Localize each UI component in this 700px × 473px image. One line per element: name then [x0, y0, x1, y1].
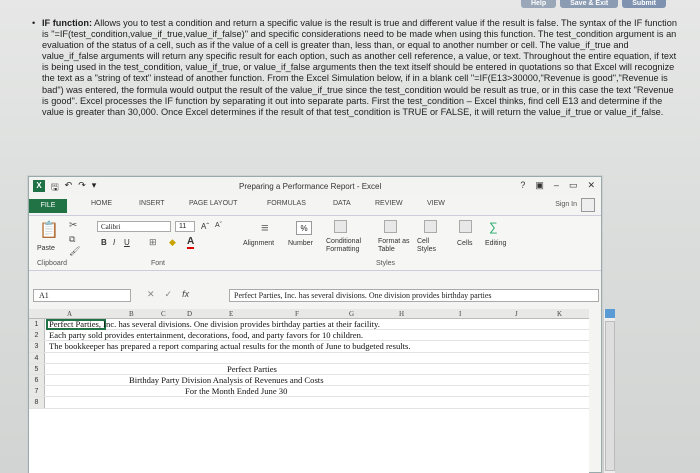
scroll-up-icon[interactable] — [605, 309, 615, 318]
user-icon[interactable] — [581, 198, 595, 212]
submit-button[interactable]: Submit — [622, 0, 666, 8]
formula-input[interactable]: Perfect Parties, Inc. has several divisions. One division provides birthday parties — [229, 289, 599, 302]
quick-access-toolbar — [33, 180, 96, 196]
help-icon[interactable]: ? — [520, 180, 526, 190]
bold-button[interactable]: B — [101, 238, 107, 247]
number-button[interactable]: Number — [288, 240, 313, 247]
column-header[interactable]: F — [295, 310, 299, 318]
cell-a2[interactable]: Each party sold provides entertainment, decorations, food, and party favors for 10 children. — [49, 330, 364, 341]
column-header[interactable]: B — [129, 310, 134, 318]
table-row — [29, 364, 589, 375]
italic-button[interactable]: I — [113, 238, 116, 247]
table-row — [29, 353, 589, 364]
tab-insert[interactable]: INSERT — [139, 200, 165, 207]
row-number[interactable]: 2 — [29, 330, 45, 340]
column-header[interactable]: K — [557, 310, 563, 318]
save-icon[interactable]: 🖫 — [51, 182, 59, 192]
font-size-select[interactable]: 11 — [175, 221, 195, 232]
help-button[interactable]: Help — [521, 0, 556, 8]
ribbon-display-icon[interactable]: ▣ — [535, 180, 544, 190]
report-period[interactable]: For the Month Ended June 30 — [185, 386, 288, 397]
sign-in-link[interactable]: Sign In — [555, 201, 577, 208]
spreadsheet-grid[interactable] — [29, 309, 589, 473]
tab-file[interactable]: FILE — [29, 199, 67, 213]
font-color-icon[interactable]: A — [187, 236, 195, 247]
formula-bar — [29, 287, 601, 303]
paragraph-term: IF function: — [42, 18, 93, 28]
report-title[interactable]: Birthday Party Division Analysis of Revenues and Costs — [129, 375, 324, 385]
borders-icon[interactable]: ⊞ — [149, 237, 157, 247]
ribbon — [29, 215, 601, 271]
name-box[interactable]: A1 — [33, 289, 131, 302]
scrollbar-thumb[interactable] — [605, 321, 615, 471]
column-header[interactable]: C — [161, 310, 166, 318]
column-header[interactable]: J — [515, 310, 518, 318]
row-number[interactable]: 8 — [29, 397, 45, 407]
row-number[interactable]: 6 — [29, 375, 45, 385]
report-company-name[interactable]: Perfect Parties — [227, 363, 277, 374]
cells-icon[interactable] — [459, 220, 472, 233]
ribbon-tabs — [29, 199, 601, 213]
window-controls — [520, 180, 595, 191]
excel-window — [28, 176, 602, 473]
bullet-icon: • — [32, 18, 36, 28]
cell-styles-icon[interactable] — [424, 220, 437, 233]
enter-icon[interactable]: ✓ — [164, 289, 173, 299]
paragraph-text: Allows you to test a condition and return a specific value is the result is true and different value if the result is false. The syntax of the IF function is "=IF(test_condition,value_if_true,value_if_false)" and specific considerations need to be made when using this function. The test_condition argument is an evaluation of the status of a cell, such as if the value of a cell is greater than, less than, or equal to another number or cell. The value_if_true and value_if_false arguments will return any specific result for each option, such as another cell reference, a value, or text. Throughout the entire equation, if text is being used in the test_condition, value_if_true, or value_if_false arguments then the text itself should be entered in quotations so that Excel will recognize the text as a "string of text" instead of another function. From the Excel Simulation below, if in a blank cell "=IF(E13>30000,"Revenue is good","Revenue is bad") was entered, the formula would output the result of the value_if_true since the test_condition would be result as true, or in this case the text "Revenue is good". Excel processes the IF function by separating it out into separate parts. First the test_condition – Excel thinks, find cell E13 and determine if the value is greater than 30,000. Once Excel determines if the result of that test_condition is TRUE or FALSE, it will return the value_if_true or value_if_false. — [42, 18, 677, 117]
excel-logo-icon: X — [33, 180, 45, 192]
maximize-icon[interactable]: ▭ — [568, 180, 578, 190]
tab-view[interactable]: VIEW — [427, 200, 445, 207]
percent-icon[interactable]: % — [296, 221, 312, 235]
tab-home[interactable]: HOME — [91, 200, 112, 207]
alignment-icon[interactable]: ≡ — [261, 220, 269, 235]
group-clipboard-label: Clipboard — [37, 260, 67, 267]
shrink-font-button[interactable]: Aˇ — [215, 222, 222, 229]
tab-review[interactable]: REVIEW — [375, 200, 403, 207]
group-styles-label: Styles — [376, 260, 396, 267]
customize-icon[interactable]: ▾ — [91, 180, 97, 190]
fill-color-icon[interactable]: ◆ — [169, 237, 176, 247]
tab-data[interactable]: DATA — [333, 200, 351, 207]
table-row — [29, 330, 589, 341]
underline-button[interactable]: U — [124, 238, 130, 247]
close-icon[interactable]: ✕ — [587, 180, 595, 190]
grow-font-button[interactable]: Aˆ — [201, 222, 209, 231]
format-painter-icon[interactable]: 🖌 — [69, 246, 81, 256]
tab-formulas[interactable]: FORMULAS — [267, 200, 306, 207]
cell-styles-button[interactable]: Cell Styles — [417, 238, 437, 253]
cells-button[interactable]: Cells — [457, 240, 473, 247]
row-number[interactable]: 1 — [29, 319, 45, 329]
cancel-icon[interactable]: ✕ — [147, 289, 155, 299]
row-number[interactable]: 5 — [29, 364, 45, 374]
redo-icon[interactable]: ↷ — [78, 180, 86, 190]
cell-a3[interactable]: The bookkeeper has prepared a report comparing actual results for the month of June to budgeted results. — [49, 341, 411, 352]
function-icon[interactable]: fx — [182, 289, 190, 299]
save-exit-button[interactable]: Save & Exit — [560, 0, 618, 8]
paste-button[interactable]: Paste — [37, 245, 55, 252]
cut-icon[interactable]: ✂ — [69, 220, 78, 231]
column-header[interactable]: I — [459, 310, 462, 318]
instruction-paragraph — [32, 18, 682, 118]
alignment-button[interactable]: Alignment — [243, 240, 275, 247]
paste-icon[interactable]: 📋 — [39, 222, 59, 239]
table-row — [29, 341, 589, 352]
column-header[interactable]: H — [399, 310, 405, 318]
copy-icon[interactable]: ⧉ — [69, 234, 76, 244]
undo-icon[interactable]: ↶ — [64, 180, 73, 190]
title-bar — [29, 177, 601, 195]
column-header[interactable]: G — [349, 310, 355, 318]
row-number[interactable]: 7 — [29, 386, 45, 396]
minimize-icon[interactable]: – — [553, 180, 559, 190]
font-name-select[interactable]: Calibri — [97, 221, 171, 232]
row-number[interactable]: 3 — [29, 341, 45, 351]
column-header[interactable]: A — [67, 310, 73, 318]
editing-button[interactable]: Editing — [485, 240, 507, 247]
top-button-bar — [521, 0, 666, 8]
format-as-table-button[interactable]: Format as Table — [378, 238, 410, 253]
column-headers — [29, 309, 589, 319]
conditional-formatting-icon[interactable] — [334, 220, 347, 233]
table-row — [29, 397, 589, 408]
column-header[interactable]: E — [229, 310, 234, 318]
editing-icon[interactable]: ∑ — [489, 220, 498, 234]
vertical-scrollbar[interactable] — [603, 309, 615, 473]
window-title: Preparing a Performance Report - Excel — [239, 182, 382, 191]
format-as-table-icon[interactable] — [384, 220, 397, 233]
column-header[interactable]: D — [187, 310, 193, 318]
conditional-formatting-button[interactable]: Conditional Formatting — [326, 238, 362, 253]
formula-bar-icons — [147, 289, 189, 300]
table-row — [29, 319, 589, 330]
cell-a1[interactable]: Perfect Parties, Inc. has several divisions. One division provides birthday parties at their facility. — [49, 319, 380, 329]
table-row — [29, 375, 589, 386]
group-font-label: Font — [151, 260, 166, 267]
tab-page-layout[interactable]: PAGE LAYOUT — [189, 200, 238, 207]
row-number[interactable]: 4 — [29, 353, 45, 363]
table-row — [29, 386, 589, 397]
